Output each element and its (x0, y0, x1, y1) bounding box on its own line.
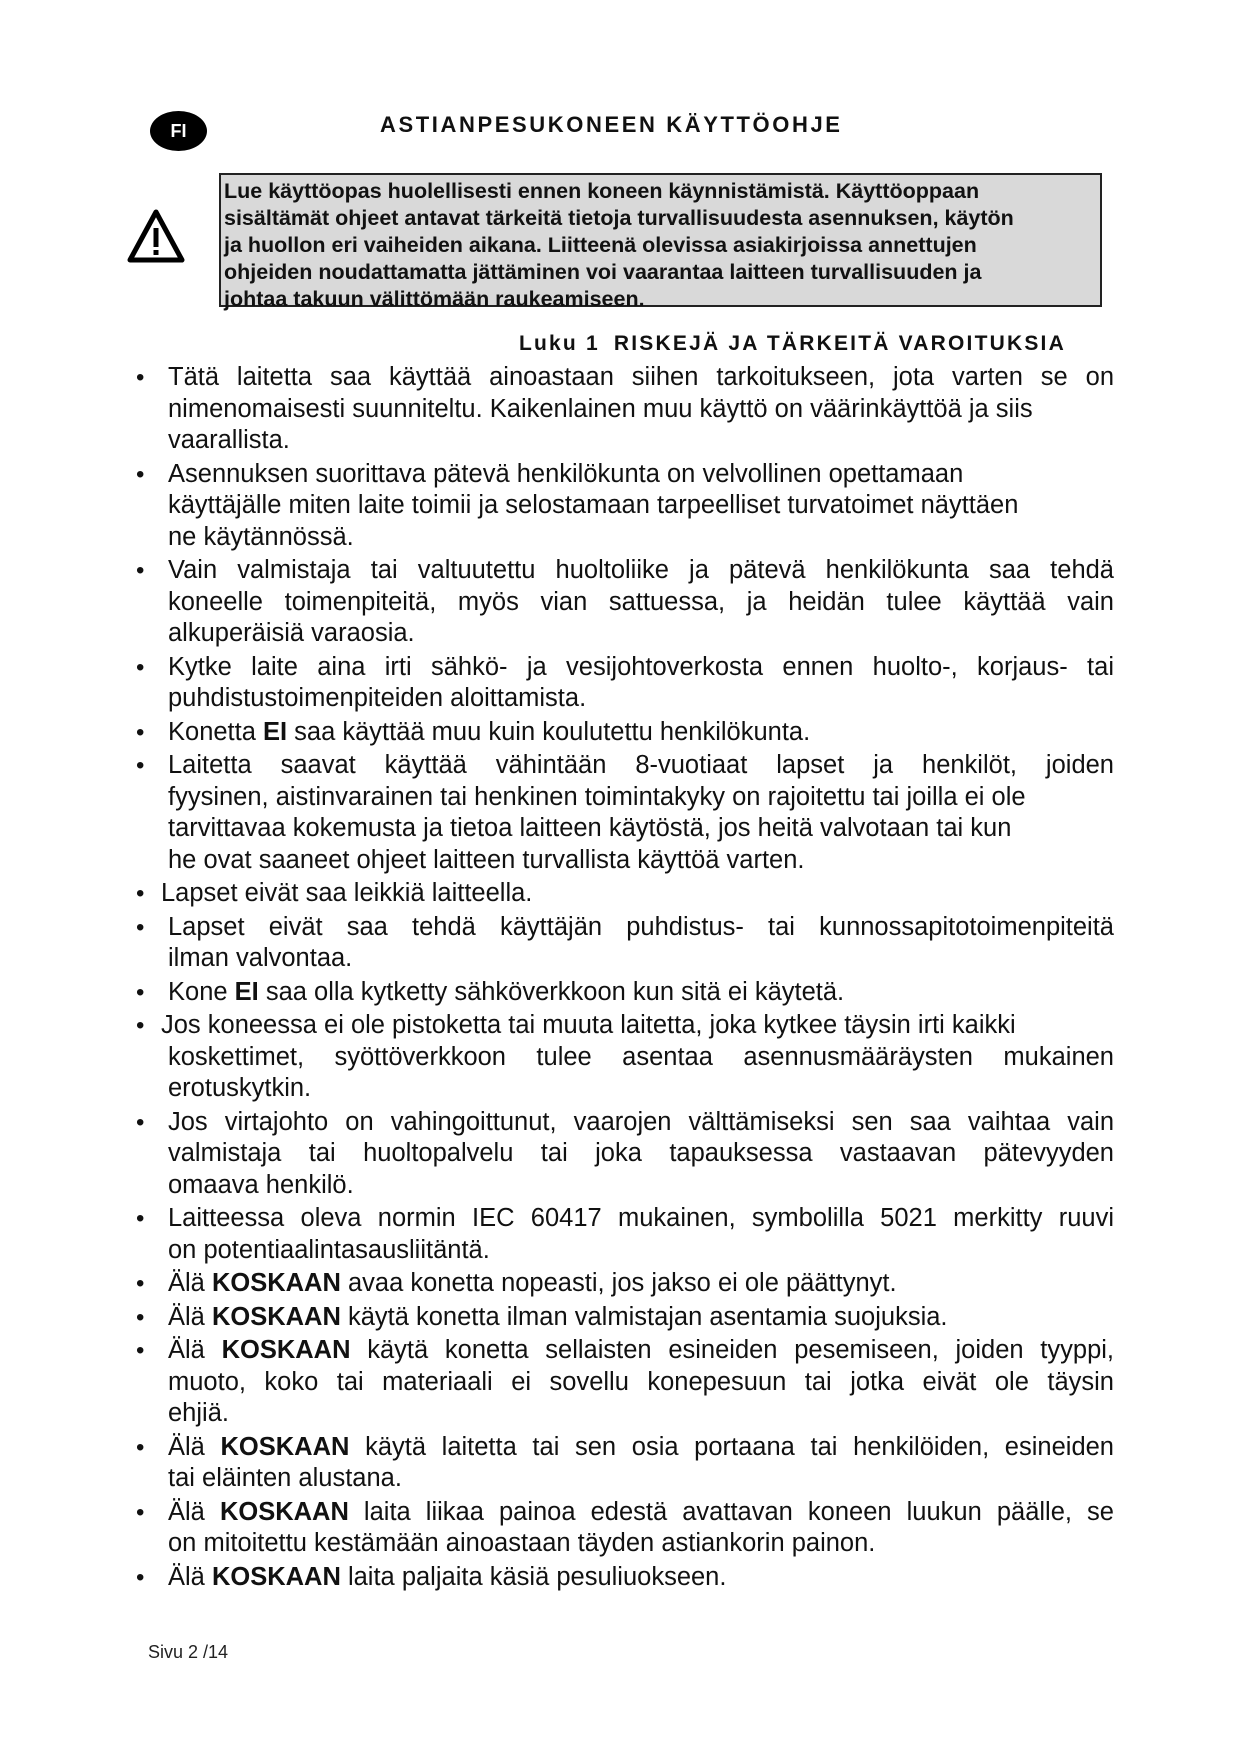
bullet-icon: • (136, 460, 145, 488)
warning-line: johtaa takuun välittömään raukeamiseen. (224, 287, 645, 311)
item-line: tai eläinten alustana. (168, 1464, 402, 1492)
safety-rules-list (124, 362, 1114, 1595)
item-line: Älä KOSKAAN laita paljaita käsiä pesuliuokseen. (168, 1562, 727, 1591)
bullet-icon: • (136, 653, 145, 681)
bullet-icon: • (136, 913, 145, 941)
item-line: Laitetta saavat käyttää vähintään 8-vuotiaat lapset ja henkilöt, joiden (168, 751, 1114, 779)
bullet-icon: • (136, 1337, 145, 1364)
bullet-icon: • (136, 978, 145, 1006)
chapter-title: RISKEJÄ JA TÄRKEITÄ VAROITUKSIA (613, 332, 1066, 355)
item-line: tarvittavaa kokemusta ja tietoa laitteen käytöstä, jos heitä valvotaan tai kun (168, 814, 1012, 842)
item-line: koskettimet, syöttöverkkoon tulee asentaa asennusmääräysten mukainen (168, 1042, 1114, 1071)
bullet-icon: • (136, 557, 145, 584)
list-item (124, 977, 1114, 1009)
item-line: Jos virtajohto on vahingoittunut, vaarojen välttämiseksi sen saa vaihtaa vain (168, 1107, 1114, 1136)
bullet-icon: • (136, 880, 145, 907)
list-item (124, 1107, 1114, 1202)
item-line: Laitteessa oleva normin IEC 60417 mukainen, symbolilla 5021 merkitty ruuvi (168, 1204, 1114, 1232)
bullet-icon: • (136, 1498, 145, 1526)
document-title: ASTIANPESUKONEEN KÄYTTÖOHJE (380, 112, 843, 137)
item-line: Jos koneessa ei ole pistoketta tai muuta laitetta, joka kytkee täysin irti kaikki (161, 1011, 1016, 1039)
item-line: alkuperäisiä varaosia. (168, 619, 415, 647)
item-line: Lapset eivät saa tehdä käyttäjän puhdistus- tai kunnossapitotoimenpiteitä (168, 912, 1114, 941)
item-line: he ovat saaneet ohjeet laitteen turvallista käyttöä varten. (168, 845, 805, 874)
item-line: Kytke laite aina irti sähkö- ja vesijohtoverkosta ennen huolto-, korjaus- tai (168, 652, 1114, 681)
list-item (124, 1562, 1114, 1594)
item-line: fyysinen, aistinvarainen tai henkinen toimintakyky on rajoitettu tai joilla ei ole (168, 782, 1026, 811)
list-item (124, 652, 1114, 715)
item-line: Älä KOSKAAN käytä konetta sellaisten esineiden pesemiseen, joiden tyyppi, (168, 1336, 1114, 1364)
list-item (124, 1432, 1114, 1495)
item-line: puhdistustoimenpiteiden aloittamista. (168, 684, 587, 712)
bullet-icon: • (136, 1012, 145, 1039)
list-item (124, 1010, 1114, 1105)
item-line: vaarallista. (168, 426, 290, 454)
item-line: Vain valmistaja tai valtuutettu huoltoliike ja pätevä henkilökunta saa tehdä (168, 556, 1114, 584)
item-line: on potentiaalintasausliitäntä. (168, 1235, 490, 1264)
list-item (124, 1335, 1114, 1430)
item-line: Lapset eivät saa leikkiä laitteella. (161, 879, 533, 907)
item-line: muoto, koko tai materiaali ei sovellu konepesuun tai jotka eivät ole täysin (168, 1367, 1114, 1396)
item-line: omaava henkilö. (168, 1170, 354, 1199)
item-line: Konetta EI saa käyttää muu kuin koulutettu henkilökunta. (168, 717, 811, 746)
item-line: käyttäjälle miten laite toimii ja selostamaan tarpeelliset turvatoimet näyttäen (168, 491, 1019, 519)
item-line: nimenomaisesti suunniteltu. Kaikenlainen muu käyttö on väärinkäyttöä ja siis (168, 394, 1033, 423)
item-line: Tätä laitetta saa käyttää ainoastaan siihen tarkoitukseen, jota varten se on (168, 363, 1114, 391)
item-line: erotuskytkin. (168, 1074, 312, 1102)
warning-line: Lue käyttöopas huolellisesti ennen koneen käynnistämistä. Käyttöoppaan (224, 179, 980, 203)
warning-box (219, 173, 1102, 311)
language-badge: FI (150, 111, 207, 151)
chapter-heading (519, 332, 1109, 356)
item-line: Kone EI saa olla kytketty sähköverkkoon kun sitä ei käytetä. (168, 977, 845, 1006)
item-line: valmistaja tai huoltopalvelu tai joka tapauksessa vastaavan pätevyyden (168, 1139, 1114, 1167)
bullet-icon: • (136, 1205, 145, 1232)
bullet-icon: • (136, 752, 145, 779)
list-item (124, 555, 1114, 650)
list-item (124, 362, 1114, 457)
item-line: Älä KOSKAAN avaa konetta nopeasti, jos jakso ei ole päättynyt. (168, 1269, 897, 1297)
list-item (124, 878, 1114, 910)
list-item (124, 717, 1114, 749)
bullet-icon: • (136, 1563, 145, 1591)
warning-line: sisältämät ohjeet antavat tärkeitä tietoja turvallisuudesta asennuksen, käytön (224, 206, 1014, 230)
item-line: Älä KOSKAAN käytä laitetta tai sen osia portaana tai henkilöiden, esineiden (168, 1432, 1114, 1461)
item-line: ne käytännössä. (168, 522, 354, 551)
bullet-icon: • (136, 364, 145, 391)
bullet-icon: • (136, 718, 145, 746)
bullet-icon: • (136, 1433, 145, 1461)
warning-line: ja huollon eri vaiheiden aikana. Liitteenä olevissa asiakirjoissa annettujen (224, 233, 977, 257)
list-item (124, 750, 1114, 876)
list-item (124, 459, 1114, 554)
item-line: on mitoitettu kestämään ainoastaan täyden astiankorin painon. (168, 1529, 876, 1557)
list-item (124, 1268, 1114, 1300)
bullet-icon: • (136, 1303, 145, 1331)
page-number: Sivu 2 /14 (148, 1642, 229, 1662)
list-item (124, 912, 1114, 975)
item-line: Älä KOSKAAN laita liikaa painoa edestä avattavan koneen luukun päälle, se (168, 1497, 1114, 1526)
bullet-icon: • (136, 1270, 145, 1297)
item-line: ilman valvontaa. (168, 944, 353, 972)
bullet-icon: • (136, 1108, 145, 1136)
warning-triangle-icon (126, 208, 186, 264)
list-item (124, 1203, 1114, 1266)
item-line: koneelle toimenpiteitä, myös vian sattuessa, ja heidän tulee käyttää vain (168, 587, 1114, 616)
item-line: Älä KOSKAAN käytä konetta ilman valmistajan asentamia suojuksia. (168, 1302, 948, 1331)
item-line: ehjiä. (168, 1399, 229, 1427)
item-line: Asennuksen suorittava pätevä henkilökunta on velvollinen opettamaan (168, 459, 964, 488)
list-item (124, 1497, 1114, 1560)
list-item (124, 1302, 1114, 1334)
warning-line: ohjeiden noudattamatta jättäminen voi vaarantaa laitteen turvallisuuden ja (224, 260, 982, 284)
chapter-number: Luku 1 (519, 332, 600, 355)
